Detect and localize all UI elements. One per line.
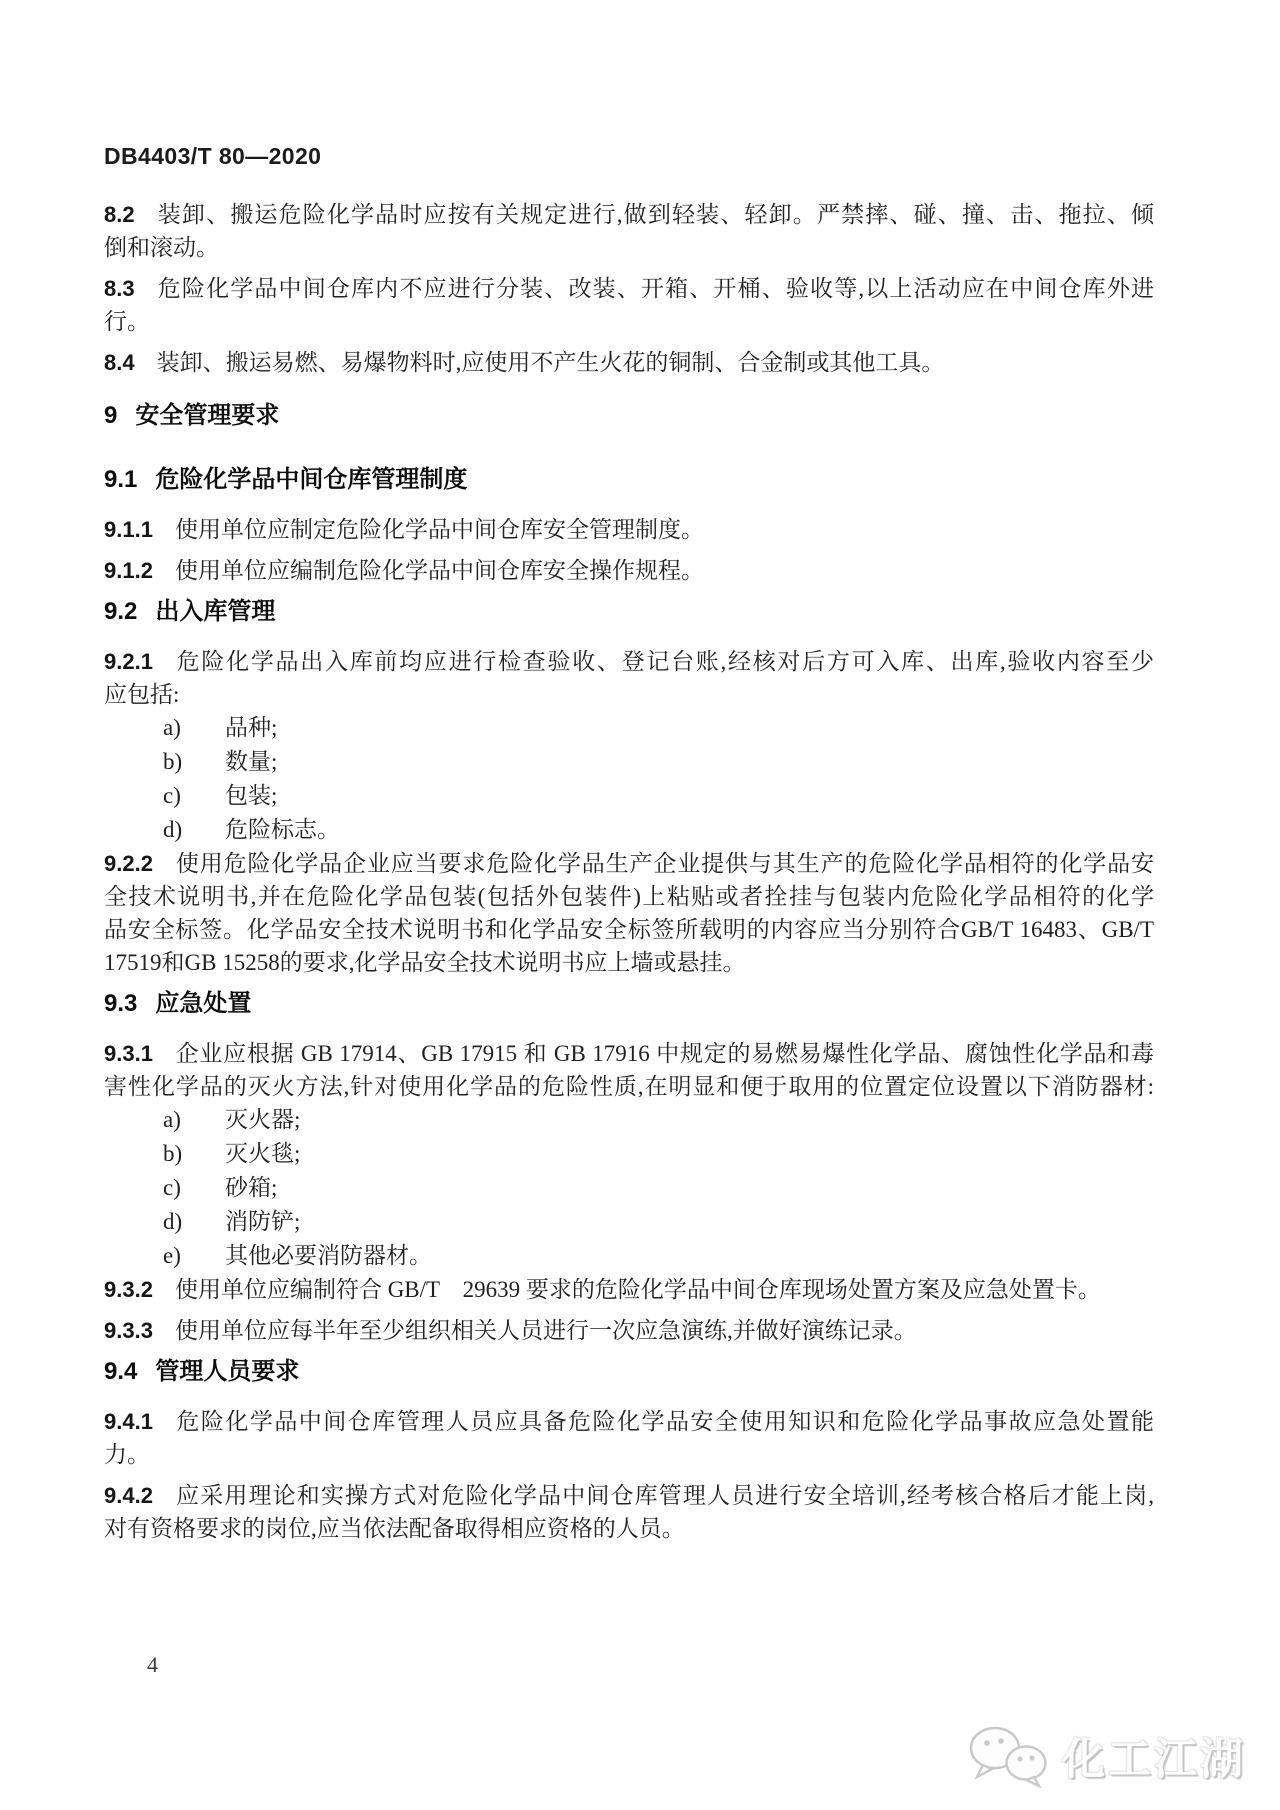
clause-text: 使用单位应制定危险化学品中间仓库安全管理制度。 xyxy=(174,517,704,542)
subsection-9-2-heading xyxy=(104,595,1154,629)
clause-text: 危险化学品出入库前均应进行检查验收、登记台账,经核对后方可入库、出库,验收内容至少 xyxy=(174,649,1154,674)
list-item xyxy=(104,1205,1154,1239)
list-item xyxy=(104,745,1154,779)
list-item-label: b) xyxy=(163,749,183,774)
clause-text: 使用单位应编制危险化学品中间仓库安全操作规程。 xyxy=(174,558,704,583)
clause-number: 9.3.2 xyxy=(104,1277,153,1302)
list-item xyxy=(104,1103,1154,1137)
clause-text: 装卸、搬运危险化学品时应按有关规定进行,做到轻装、轻卸。严禁摔、碰、撞、击、拖拉、倾 xyxy=(156,202,1154,227)
clause-number: 9.4.2 xyxy=(104,1483,153,1508)
clause-line: 全技术说明书,并在危险化学品包装(包括外包装件)上粘贴或者拴挂与包装内危险化学品相符的化学 xyxy=(104,884,1154,909)
clause-text: 使用单位应每半年至少组织相关人员进行一次应急演练,并做好演练记录。 xyxy=(174,1318,917,1343)
clause-number: 8.4 xyxy=(104,350,135,375)
clause-text: 使用单位应编制符合 GB/T 29639 要求的危险化学品中间仓库现场处置方案及应急处置卡。 xyxy=(174,1277,1101,1302)
fire-equipment-list xyxy=(104,1103,1154,1273)
clause-line xyxy=(104,1479,1154,1512)
watermark xyxy=(968,1724,1246,1788)
clause-number: 9.2.2 xyxy=(104,851,153,876)
clause-line xyxy=(104,554,1154,587)
section-title: 出入库管理 xyxy=(155,598,276,625)
clause-text: 危险化学品中间仓库内不应进行分装、改装、开箱、开桶、验收等,以上活动应在中间仓库外进 xyxy=(156,276,1154,301)
section-9-heading xyxy=(104,399,1154,433)
clause-line: 力。 xyxy=(104,1442,150,1467)
list-item xyxy=(104,779,1154,813)
section-number: 9.2 xyxy=(104,598,138,625)
clause-line: 倒和滚动。 xyxy=(104,235,219,260)
verification-items-list xyxy=(104,711,1154,847)
clause-line: 17519和GB 15258的要求,化学品安全技术说明书应上墙或悬挂。 xyxy=(104,950,746,975)
list-item xyxy=(104,711,1154,745)
subsection-9-3-heading xyxy=(104,987,1154,1021)
wechat-icon xyxy=(968,1724,1052,1788)
list-item-label: e) xyxy=(163,1243,181,1268)
clause-text: 使用危险化学品企业应当要求危险化学品生产企业提供与其生产的危险化学品相符的化学品安 xyxy=(174,851,1154,876)
clause-number: 9.3.1 xyxy=(104,1041,153,1066)
clause-number: 9.4.1 xyxy=(104,1409,153,1434)
clause-8-2 xyxy=(104,198,1154,264)
clause-number: 9.2.1 xyxy=(104,649,153,674)
section-title: 安全管理要求 xyxy=(135,402,280,429)
clause-9-1-1 xyxy=(104,513,1154,546)
list-item-label: d) xyxy=(163,1209,183,1234)
clause-line: 行。 xyxy=(104,309,150,334)
section-number: 9 xyxy=(104,402,118,429)
list-item xyxy=(104,1171,1154,1205)
clause-number: 8.3 xyxy=(104,276,135,301)
list-item-text: 数量; xyxy=(225,749,278,774)
clause-number: 8.2 xyxy=(104,202,135,227)
list-item-text: 砂箱; xyxy=(225,1175,278,1200)
section-title: 危险化学品中间仓库管理制度 xyxy=(155,466,468,493)
clause-line xyxy=(104,1273,1154,1306)
clause-line xyxy=(104,1314,1154,1347)
clause-text: 危险化学品中间仓库管理人员应具备危险化学品安全使用知识和危险化学品事故应急处置能 xyxy=(174,1409,1154,1434)
clause-line: 害性化学品的灭火方法,针对使用化学品的危险性质,在明显和便于取用的位置定位设置以下消防器材: xyxy=(104,1074,1154,1099)
clause-9-2-1 xyxy=(104,645,1154,711)
list-item xyxy=(104,813,1154,847)
clause-text: 企业应根据 GB 17914、GB 17915 和 GB 17916 中规定的易燃易爆性化学品、腐蚀性化学品和毒 xyxy=(174,1041,1154,1066)
section-number: 9.1 xyxy=(104,466,138,493)
list-item-label: a) xyxy=(163,1107,181,1132)
page-number: 4 xyxy=(147,1652,158,1677)
section-number: 9.3 xyxy=(104,990,138,1017)
clause-line xyxy=(104,198,1154,231)
clause-line xyxy=(104,272,1154,305)
list-item-text: 灭火毯; xyxy=(225,1141,301,1166)
clause-line xyxy=(104,847,1154,880)
list-item-text: 灭火器; xyxy=(225,1107,301,1132)
standard-number-header: DB4403/T 80—2020 xyxy=(104,143,322,169)
list-item-text: 包装; xyxy=(225,783,278,808)
clause-line xyxy=(104,513,1154,546)
list-item-label: c) xyxy=(163,1175,181,1200)
clause-text: 应采用理论和实操方式对危险化学品中间仓库管理人员进行安全培训,经考核合格后才能上岗, xyxy=(174,1483,1154,1508)
clause-number: 9.1.1 xyxy=(104,517,153,542)
clause-9-1-2 xyxy=(104,554,1154,587)
list-item-text: 其他必要消防器材。 xyxy=(225,1243,432,1268)
clause-text: 装卸、搬运易燃、易爆物料时,应使用不产生火花的铜制、合金制或其他工具。 xyxy=(156,350,945,375)
clause-9-3-3 xyxy=(104,1314,1154,1347)
list-item-text: 消防铲; xyxy=(225,1209,301,1234)
section-title: 管理人员要求 xyxy=(155,1358,300,1385)
clause-9-4-1 xyxy=(104,1405,1154,1471)
clause-9-3-1 xyxy=(104,1037,1154,1103)
clause-line xyxy=(104,346,1154,379)
clause-line: 品安全标签。化学品安全技术说明书和化学品安全标签所载明的内容应当分别符合GB/T 16483、GB/T xyxy=(104,917,1154,942)
list-item-label: d) xyxy=(163,817,183,842)
section-title: 应急处置 xyxy=(155,990,252,1017)
list-item-text: 品种; xyxy=(225,715,278,740)
clause-number: 9.1.2 xyxy=(104,558,153,583)
clause-line: 应包括: xyxy=(104,682,180,707)
watermark-text: 化工江湖 xyxy=(1062,1735,1246,1784)
clause-line xyxy=(104,645,1154,678)
list-item xyxy=(104,1137,1154,1171)
clause-8-4 xyxy=(104,346,1154,379)
section-number: 9.4 xyxy=(104,1358,138,1385)
subsection-9-1-heading xyxy=(104,463,1154,497)
clause-9-3-2 xyxy=(104,1273,1154,1306)
clause-8-3 xyxy=(104,272,1154,338)
subsection-9-4-heading xyxy=(104,1355,1154,1389)
list-item-label: a) xyxy=(163,715,181,740)
clause-line xyxy=(104,1405,1154,1438)
clause-number: 9.3.3 xyxy=(104,1318,153,1343)
list-item-label: c) xyxy=(163,783,181,808)
clause-9-2-2 xyxy=(104,847,1154,979)
clause-line xyxy=(104,1037,1154,1070)
list-item-text: 危险标志。 xyxy=(225,817,340,842)
list-item-label: b) xyxy=(163,1141,183,1166)
clause-line: 对有资格要求的岗位,应当依法配备取得相应资格的人员。 xyxy=(104,1516,685,1541)
clause-9-4-2 xyxy=(104,1479,1154,1545)
list-item xyxy=(104,1239,1154,1273)
